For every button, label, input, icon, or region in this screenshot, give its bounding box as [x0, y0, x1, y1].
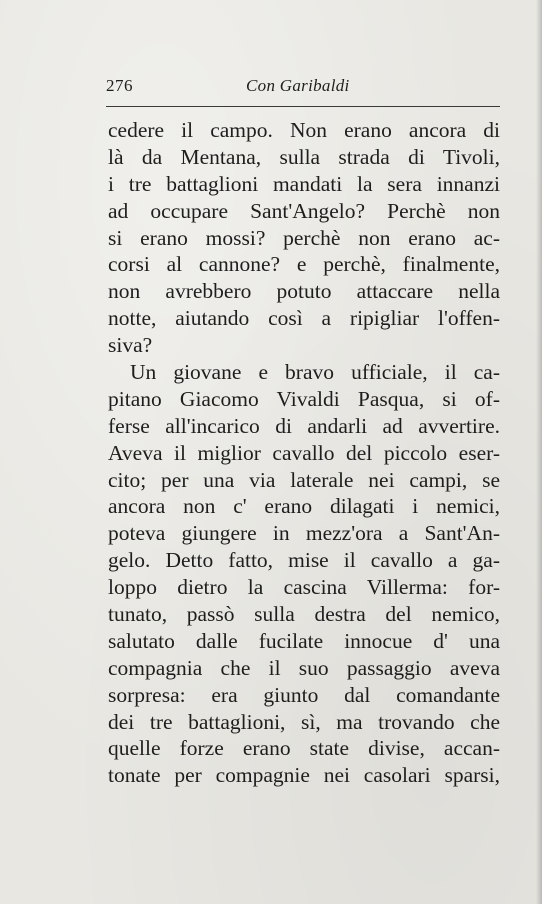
body-text [108, 117, 500, 789]
text-line: sorpresa: era giunto dal comandante [108, 682, 500, 707]
text-line: cito; per una via laterale nei campi, se [108, 467, 500, 492]
text-line: non avrebbero potuto attaccare nella [108, 279, 500, 304]
text-line: là da Mentana, sulla strada di Tivoli, [108, 144, 500, 169]
text-line: poteva giungere in mezz'ora a Sant'An- [108, 521, 500, 546]
page-header [106, 74, 498, 100]
text-line: Aveva il miglior cavallo del piccolo eser- [108, 440, 500, 465]
text-line: compagnia che il suo passaggio aveva [108, 655, 500, 680]
text-line: ferse all'incarico di andarli ad avvertire. [108, 413, 500, 438]
text-line: notte, aiutando così a ripigliar l'offen- [108, 306, 500, 331]
text-line: ancora non c' erano dilagati i nemici, [108, 494, 500, 519]
text-line: si erano mossi? perchè non erano ac- [108, 225, 500, 250]
text-line: loppo dietro la cascina Villerma: for- [108, 575, 500, 600]
text-line: i tre battaglioni mandati la sera innanzi [108, 171, 500, 196]
text-line-paragraph-start: Un giovane e bravo ufficiale, il ca- [130, 360, 500, 385]
text-line: ad occupare Sant'Angelo? Perchè non [108, 198, 500, 223]
text-line: gelo. Detto fatto, mise il cavallo a ga- [108, 548, 500, 573]
text-line: tonate per compagnie nei casolari sparsi, [108, 763, 500, 788]
text-line: salutato dalle fucilate innocue d' una [108, 628, 500, 653]
page-number: 276 [106, 76, 133, 95]
text-line: tunato, passò sulla destra del nemico, [108, 602, 500, 627]
text-line: cedere il campo. Non erano ancora di [108, 118, 500, 142]
text-line-paragraph-end: siva? [108, 333, 153, 358]
header-rule [106, 106, 500, 107]
page-edge-shadow [536, 0, 542, 904]
text-line: quelle forze erano state divise, accan- [108, 736, 500, 761]
running-title: Con Garibaldi [246, 76, 350, 95]
text-line: pitano Giacomo Vivaldi Pasqua, si of- [108, 386, 500, 411]
text-line: corsi al cannone? e perchè, finalmente, [108, 252, 500, 277]
text-line: dei tre battaglioni, sì, ma trovando che [108, 709, 500, 734]
